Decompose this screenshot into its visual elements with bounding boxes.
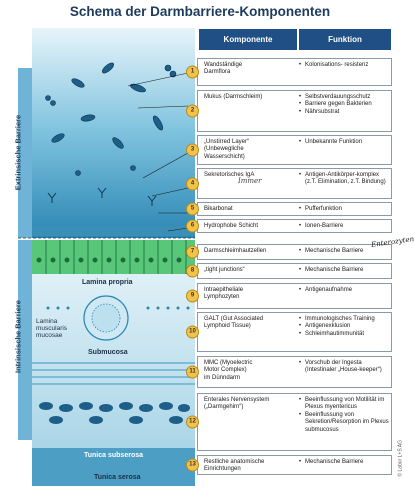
component-functions <box>299 94 391 116</box>
galt-follicle <box>84 296 128 340</box>
component-name: MMC (Myoelectric Motor Complex) im Dünndarm <box>204 360 253 381</box>
header-funktion: Funktion <box>299 29 391 50</box>
extrinsic-barrier-label: Extrinsische Barriere <box>13 114 23 191</box>
function-item: • Kolonisations- resistenz <box>299 62 391 69</box>
component-row <box>190 168 392 199</box>
function-item: • Unbekannte Funktion <box>299 139 391 146</box>
component-name: Restliche anatomische Einrichtungen <box>204 459 265 473</box>
function-item: • Ionen-Barriere <box>299 223 391 230</box>
header-komponente: Komponente <box>199 29 297 50</box>
submucosa-label: Submucosa <box>88 349 128 356</box>
function-item: • Antigenaufnahme <box>299 287 391 294</box>
function-item: • Antigenexklusion <box>299 323 391 330</box>
function-item: • Pufferfunktion <box>299 206 391 213</box>
component-row <box>190 263 392 279</box>
lumen-region <box>32 28 195 238</box>
component-name: „Unstirred Layer“ (Unbewegliche Wasserschicht) <box>204 139 250 160</box>
component-number-badge: 13 <box>186 459 199 472</box>
handwritten-immer: Immer <box>238 177 262 185</box>
component-name: „tight junctions“ <box>204 267 245 273</box>
intestinal-wall-illustration <box>18 28 195 486</box>
component-number-badge: 5 <box>186 203 199 216</box>
component-name: Enterales Nervensystem („Darmgehirn“) <box>204 397 270 411</box>
function-item: • Beeinflussung von Sekretion/Resorption im Plexus submucosus <box>299 412 391 434</box>
function-item: • Nährsubstrat <box>299 109 391 116</box>
function-item: • Vorschub der Ingesta (Intestinaler „House-keeper“) <box>299 360 391 375</box>
component-row <box>189 455 392 475</box>
function-item: • Beeinflussung von Motilität im Plexus myentericus <box>299 397 391 412</box>
component-name: Darmschleimhautzellen <box>204 248 267 254</box>
component-row <box>190 90 392 132</box>
component-functions <box>299 223 391 230</box>
function-item: • Barriere gegen Bakterien <box>299 101 391 108</box>
component-row <box>190 202 392 216</box>
tunica-serosa-label: Tunica serosa <box>94 474 141 481</box>
component-number-badge: 2 <box>186 105 199 118</box>
component-number-badge: 6 <box>186 220 199 233</box>
component-number-badge: 9 <box>186 290 199 303</box>
component-number-badge: 3 <box>186 144 199 157</box>
component-row <box>189 356 392 388</box>
lamina-propria-label: Lamina propria <box>82 279 133 286</box>
component-name: Wandständige Darmflora <box>204 62 243 76</box>
component-row <box>189 312 392 352</box>
hydrophobic-layer <box>32 226 195 236</box>
component-row <box>190 58 392 86</box>
component-functions <box>299 139 391 146</box>
component-row <box>189 393 392 451</box>
component-number-badge: 12 <box>186 416 199 429</box>
component-row <box>190 244 392 260</box>
component-functions <box>299 62 391 69</box>
function-item: • Selbstverdauungsschutz <box>299 94 391 101</box>
component-functions <box>299 267 391 274</box>
lamina-muscularis-label: Lamina muscularis mucosae <box>36 318 68 339</box>
component-name: Mukus (Darmschleim) <box>204 94 263 100</box>
tunica-subserosa-label: Tunica subserosa <box>84 452 144 459</box>
component-name: Intraepitheliale Lymphozyten <box>204 287 244 301</box>
function-item: • Mechanische Barriere <box>299 267 391 274</box>
component-name: GALT (Gut Associated Lymphoid Tissue) <box>204 316 264 330</box>
component-number-badge: 4 <box>186 177 199 190</box>
component-name: Sekretorisches IgA <box>204 172 255 178</box>
component-functions <box>299 316 391 338</box>
component-number-badge: 1 <box>186 66 199 79</box>
component-name: Hydrophobe Schicht <box>204 223 259 229</box>
function-item: • Schleimhautimmunität <box>299 331 391 338</box>
component-row <box>190 135 392 165</box>
component-functions <box>299 459 391 466</box>
component-functions <box>299 287 391 294</box>
component-functions <box>299 172 391 187</box>
component-row <box>190 283 392 309</box>
diagram-title: Schema der Darmbarriere-Komponenten <box>69 4 331 19</box>
component-number-badge: 11 <box>186 366 199 379</box>
component-functions <box>299 397 391 434</box>
component-functions <box>299 248 391 255</box>
component-row <box>190 219 392 233</box>
component-number-badge: 10 <box>186 326 199 339</box>
component-number-badge: 8 <box>186 265 199 278</box>
intrinsic-barrier-label: Intrinsische Barriere <box>13 300 23 373</box>
component-number-badge: 7 <box>186 246 199 259</box>
handwritten-note: Enterozyten <box>370 235 415 249</box>
function-item: • Mechanische Barriere <box>299 248 391 255</box>
component-functions <box>299 206 391 213</box>
function-item: • Antigen-Antikörper-komplex (z.T. Elimination, z.T. Bindung) <box>299 172 391 187</box>
epithelial-cells <box>32 240 195 274</box>
component-functions <box>299 360 391 375</box>
function-item: • Mechanische Barriere <box>299 459 391 466</box>
component-name: Bikarbonat <box>204 206 233 212</box>
copyright: © Labor L+S AG <box>398 440 404 477</box>
function-item: • Immunologisches Training <box>299 316 391 323</box>
